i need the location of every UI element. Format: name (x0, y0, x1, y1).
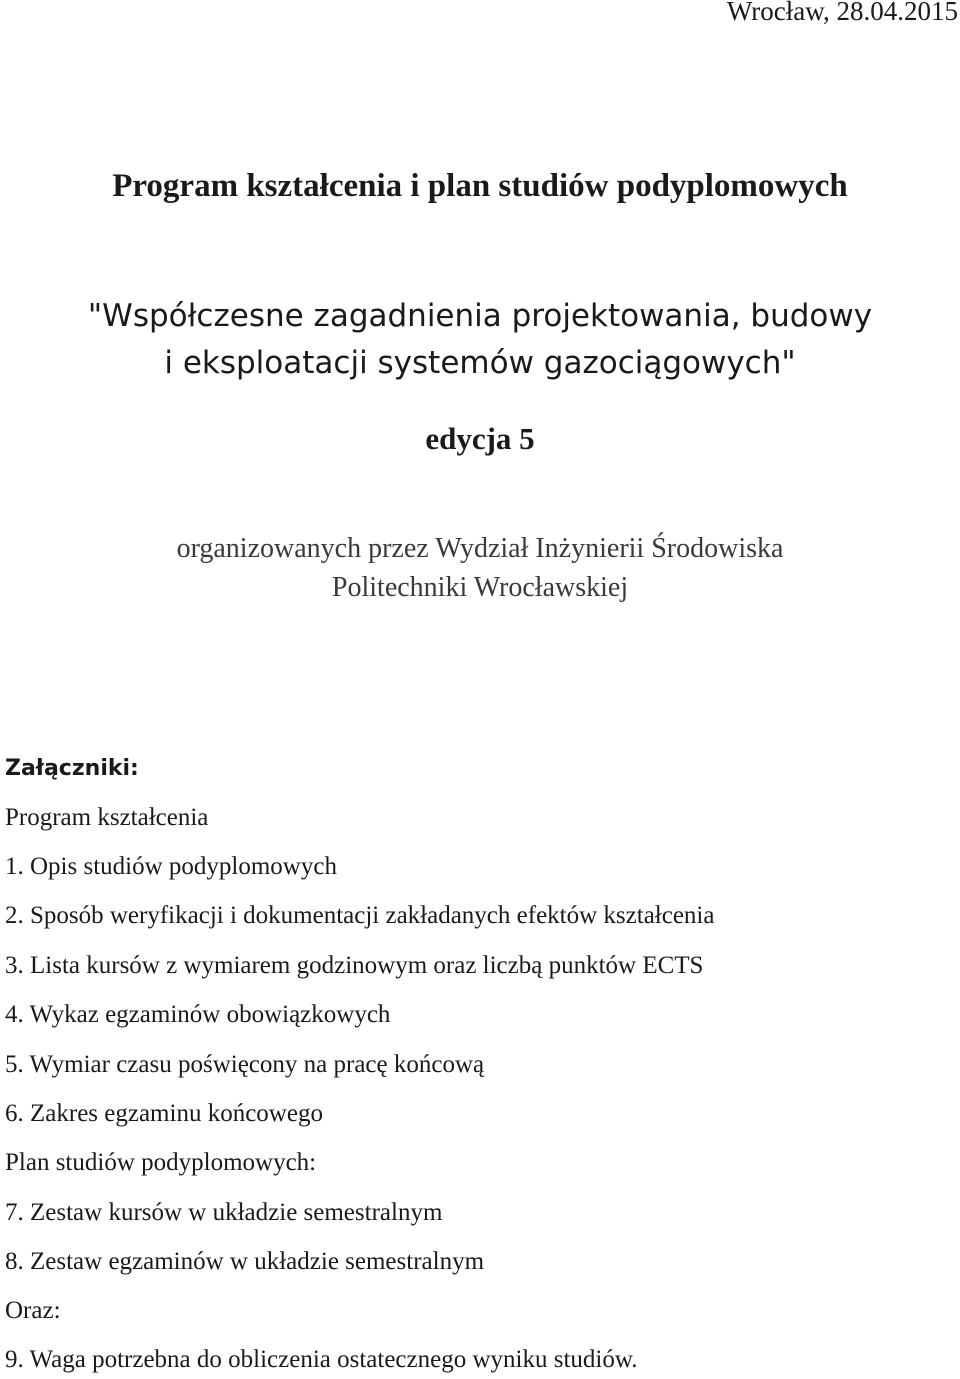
attachment-line: 2. Sposób weryfikacji i dokumentacji zakładanych efektów kształcenia (5, 902, 715, 929)
attachment-line: 5. Wymiar czasu poświęcony na pracę końcową (5, 1051, 485, 1078)
attachment-line: Plan studiów podyplomowych: (5, 1149, 317, 1176)
attachment-line: 9. Waga potrzebna do obliczenia ostatecznego wyniku studiów. (5, 1346, 638, 1373)
attachment-line: 1. Opis studiów podyplomowych (5, 853, 337, 880)
attachments-heading: Załączniki: (5, 756, 139, 781)
program-name-line-2: i eksploatacji systemów gazociągowych" (164, 345, 796, 381)
attachment-line: 6. Zakres egzaminu końcowego (5, 1100, 323, 1127)
attachment-line: Oraz: (5, 1297, 61, 1324)
organizer-line-2: Politechniki Wrocławskiej (331, 572, 629, 603)
document-title: Program kształcenia i plan studiów podyplomowych (112, 168, 848, 204)
attachment-line: Program kształcenia (5, 804, 209, 831)
document-date: Wrocław, 28.04.2015 (726, 0, 958, 26)
attachment-line: 8. Zestaw egzaminów w układzie semestralnym (5, 1248, 485, 1275)
program-name-line-1: "Współczesne zagadnienia projektowania, budowy (87, 298, 873, 334)
attachment-line: 3. Lista kursów z wymiarem godzinowym oraz liczbą punktów ECTS (5, 952, 704, 979)
attachment-line: 4. Wykaz egzaminów obowiązkowych (5, 1001, 391, 1028)
organizer-line-1: organizowanych przez Wydział Inżynierii Środowiska (176, 533, 784, 564)
edition-label: edycja 5 (425, 421, 535, 456)
attachment-line: 7. Zestaw kursów w układzie semestralnym (5, 1199, 443, 1226)
